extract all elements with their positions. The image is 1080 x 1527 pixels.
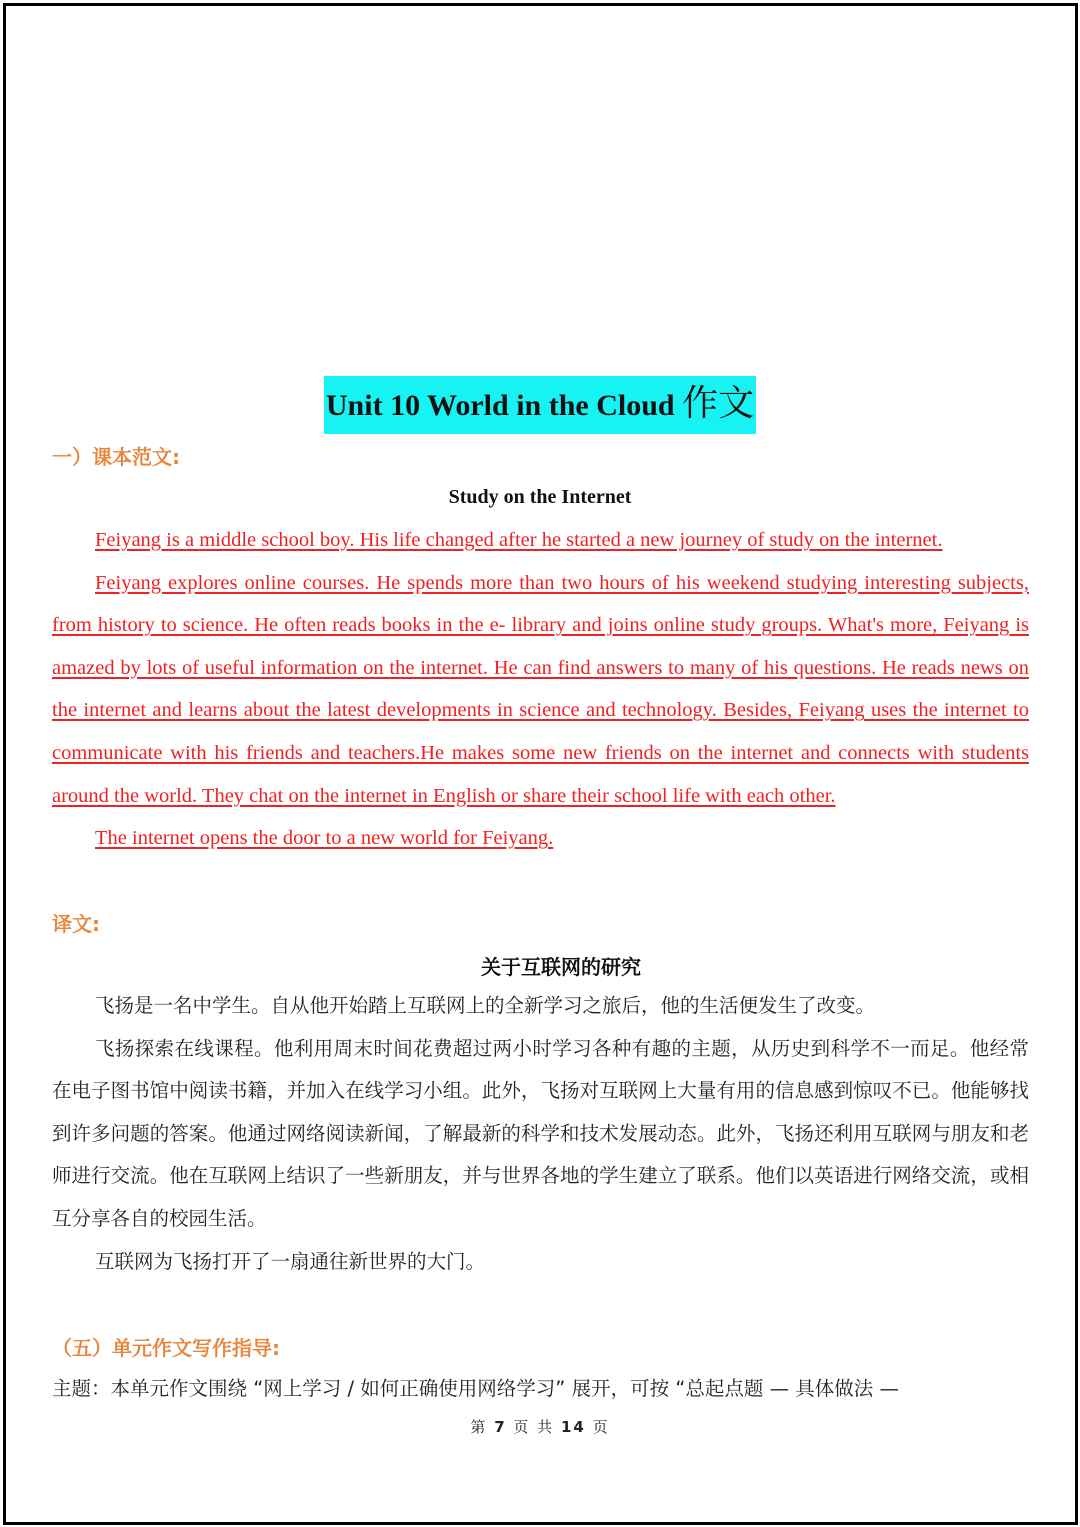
unit-title-en: Unit 10 World in the Cloud bbox=[325, 389, 683, 422]
footer-suffix: 页 bbox=[585, 1418, 610, 1436]
translation-paragraph: 飞扬探索在线课程。他利用周末时间花费超过两小时学习各种有趣的主题，从历史到科学不一而足。他经常在电子图书馆中阅读书籍，并加入在线学习小组。此外，飞扬对互联网上大量有用的信息感到惊叹不已。他能够找到许多问题的答案。他通过网络阅读新闻，了解最新的科学和技术发展动态。此外，飞扬还利用互联网与朋友和老师进行交流。他在互联网上结识了一些新朋友，并与世界各地的学生建立了联系。他们以英语进行网络交流，或相互分享各自的校园生活。 bbox=[52, 1036, 1029, 1230]
title-container bbox=[0, 376, 1080, 434]
section-heading-translation: 译文: bbox=[52, 912, 100, 936]
theme-text: 主题：本单元作文围绕 “网上学习 / 如何正确使用网络学习” 展开，可按 “总起点题 — 具体做法 — bbox=[52, 1377, 899, 1400]
article-paragraph: Feiyang is a middle school boy. His life changed after he started a new journey of study on the internet. bbox=[95, 529, 943, 551]
article-title: Study on the Internet bbox=[448, 486, 632, 508]
translation-paragraph: 飞扬是一名中学生。自从他开始踏上互联网上的全新学习之旅后，他的生活便发生了改变。 bbox=[95, 994, 876, 1017]
translation-title: 关于互联网的研究 bbox=[481, 955, 641, 979]
unit-title-cn: 作文 bbox=[682, 383, 755, 424]
section-heading-writing-guide: （五）单元作文写作指导: bbox=[52, 1336, 280, 1360]
unit-title bbox=[324, 376, 756, 434]
page-number: 7 bbox=[494, 1418, 507, 1436]
article-body bbox=[52, 519, 1029, 860]
translation-paragraph: 互联网为飞扬打开了一扇通往新世界的大门。 bbox=[95, 1249, 486, 1273]
total-pages: 14 bbox=[560, 1418, 586, 1436]
translation-body bbox=[52, 985, 1029, 1283]
footer-prefix: 第 bbox=[470, 1418, 495, 1436]
section-heading-model-essay: 一）课本范文: bbox=[52, 445, 180, 469]
footer-middle: 页 共 bbox=[506, 1418, 561, 1436]
article-paragraph: Feiyang explores online courses. He spends more than two hours of his weekend studying interesting subjects, from history to science. He often reads books in the e- library and joins online study groups. What's more, Feiyang is amazed by lots of useful information on the internet. He can find answers to many of his questions. He reads news on the internet and learns about the latest developments in science and technology. Besides, Feiyang uses the internet to communicate with his friends and teachers.He makes some new friends on the internet and connects with students around the world. They chat on the internet in English or share their school life with each other. bbox=[52, 571, 1029, 807]
article-paragraph: The internet opens the door to a new world for Feiyang. bbox=[95, 827, 554, 850]
page-footer bbox=[0, 1416, 1080, 1437]
